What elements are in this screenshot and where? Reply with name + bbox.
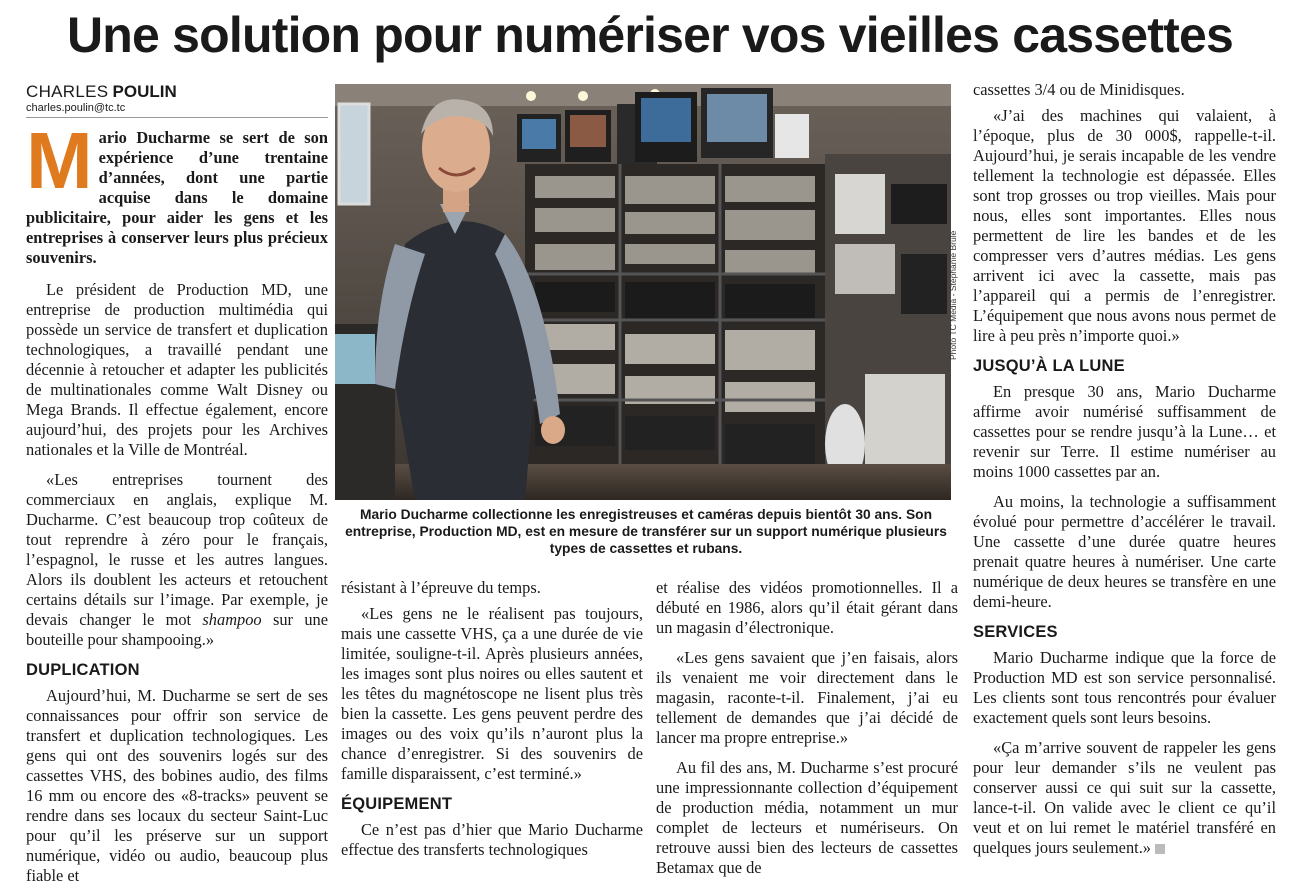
- body-paragraph: En presque 30 ans, Mario Ducharme affirme avoir numérisé suffisamment de cassettes pour se rendre jusqu’à la Lune… et revenir sur Terre. Il estime numériser au moins 1000 cassettes par an.: [973, 382, 1276, 481]
- body-paragraph: Au moins, la technologie a suffisamment évolué pour permettre d’accélérer le travail. Une cassette d’une durée quatre heures prenait quatre heures à numériser. Une carte numérique de deux heures se transfère en une demi-heure.: [973, 492, 1276, 611]
- body-paragraph: et réalise des vidéos promotionnelles. Il a débuté en 1986, alors qu’il était gérant dans un magasin d’électronique.: [656, 578, 958, 637]
- body-paragraph: résistant à l’épreuve du temps.: [341, 578, 541, 597]
- body-paragraph: Mario Ducharme indique que la force de Production MD est son service personnalisé. Les clients sont tous rencontrés pour évaluer exactement quels sont leurs besoins.: [973, 648, 1276, 727]
- body-paragraph: «Les gens ne le réalisent pas toujours, mais une cassette VHS, ça a une durée de vie limitée, souligne-t-il. Après plusieurs années, les images sont plus noires ou elles sautent et les têtes du magnétoscope ne lisent plus très bien la cassette. Les gens peuvent perdre des images ou des voix qu’ils n’auront plus la chance d’enregistrer. Si des souvenirs de famille disparaissent, c’est terminé.»: [341, 604, 643, 783]
- body-paragraph: [973, 738, 1276, 858]
- author-email[interactable]: charles.poulin@tc.tc: [26, 102, 126, 114]
- section-heading-jusqu-a-la-lune: JUSQU’À LA LUNE: [973, 357, 1125, 375]
- column-1: [26, 82, 328, 896]
- photo-illustration: [335, 84, 951, 500]
- quote-text: «Les entreprises tournent des commerciaux en anglais, explique M. Ducharme. C’est beaucoup trop coûteux de tout reprendre à zéro pour le français, l’espagnol, le russe et les autres langues. Alors ils doublent les acteurs et retouchent certains détails sur l’image. Par exemple, je devais changer le mot: [26, 470, 328, 629]
- byline: [26, 82, 328, 118]
- photo-caption: Mario Ducharme collectionne les enregistreuses et caméras depuis bientôt 30 ans. Son entreprise, Production MD, est en mesure de transférer sur un support numérique plusieurs types de cassettes et rubans.: [345, 507, 947, 556]
- author-first-name: CHARLES: [26, 82, 109, 101]
- body-paragraph: Aujourd’hui, M. Ducharme se sert de ses connaissances pour offrir son service de transfert et duplication technologiques. Les gens qui ont des souvenirs logés sur des cassettes VHS, des bobines audio, des films 16 mm ou encore des «8-tracks» peuvent se rendre dans ses locaux du secteur Saint-Luc pour qu’il les préserve sur un support numérique, vidéo ou audio, beaucoup plus fiable et: [26, 686, 328, 885]
- end-mark: [1155, 844, 1165, 854]
- closing-quote: «Ça m’arrive souvent de rappeler les gens pour leur demander s’ils ne veulent pas conserver aussi ce qui suit sur la cassette, lance-t-il. On valide avec le client ce qu’il veut et on lui remet le matériel transféré en quelques jours seulement.»: [973, 738, 1276, 857]
- photo-credit: Photo TC Media - Stéphanie Brûlé: [948, 230, 958, 360]
- column-2: [341, 578, 643, 870]
- body-paragraph: «J’ai des machines qui valaient, à l’époque, plus de 30 000$, rappelle-t-il. Aujourd’hui, je serais incapable de les vendre tellement la technologie est dépassée. Elles sont trop grosses ou trop vieilles. Mais pour nous, elles sont importantes. Elles nous permettent de lire les bandes et de les compresser vers d’autres médias. Les gens arrivent ici avec la cassette, mais pas l’appareil qui a permis de l’enregistrer. L’équipement que nous avons nous permet de lire à peu près n’importe quoi.»: [973, 106, 1276, 345]
- headline: Une solution pour numériser vos vieilles cassettes: [67, 7, 1233, 63]
- body-paragraph: [26, 470, 328, 650]
- section-heading-equipement: ÉQUIPEMENT: [341, 795, 453, 813]
- lead-text: ario Ducharme se sert de son expérience d’une trentaine d’années, dont une partie acquise dans le domaine publicitaire, pour aider les gens et les entreprises à conserver leurs plus précieux souvenirs.: [26, 128, 328, 267]
- body-paragraph: Ce n’est pas d’hier que Mario Ducharme effectue des transferts technologiques: [341, 820, 643, 859]
- body-paragraph: Au fil des ans, M. Ducharme s’est procuré une impressionnante collection d’équipement de production média, notamment un mur complet de lecteurs et numériseurs. On retrouve aussi bien des lecteurs de cassettes Betamax que de: [656, 758, 958, 877]
- quote-emphasis: shampoo: [202, 610, 262, 629]
- article-photo: [335, 84, 951, 500]
- author-last-name: POULIN: [112, 82, 177, 101]
- lead-paragraph: [26, 116, 328, 268]
- drop-cap: M: [26, 116, 93, 205]
- body-paragraph: cassettes 3/4 ou de Minidisques.: [973, 80, 1185, 99]
- section-heading-services: SERVICES: [973, 623, 1058, 641]
- column-4: [973, 80, 1276, 868]
- quote-text: sur une bouteille pour shampooing.»: [26, 610, 328, 649]
- column-3: [656, 578, 958, 888]
- body-paragraph: «Les gens savaient que j’en faisais, alors ils venaient me voir directement dans le magasin, raconte-t-il. Finalement, j’ai eu tellement de demandes que j’ai décidé de lancer ma propre entreprise.»: [656, 648, 958, 747]
- body-paragraph: Le président de Production MD, une entreprise de production multimédia qui possède un service de transfert et duplication technologiques, a travaillé pendant une décennie à retoucher et adapter les publicités de multinationales comme Walt Disney ou Mega Brands. Il effectue également, encore aujourd’hui, des projets pour les Archives nationales et la Ville de Montréal.: [26, 280, 328, 459]
- section-heading-duplication: DUPLICATION: [26, 661, 140, 679]
